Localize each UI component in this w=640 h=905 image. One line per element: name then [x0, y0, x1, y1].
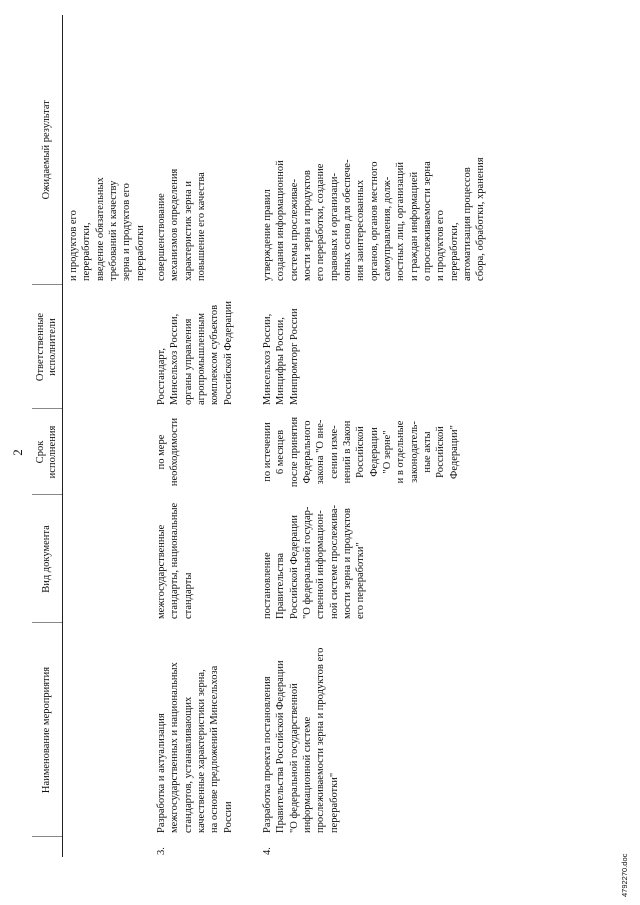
- table-row: [63, 15, 151, 857]
- row-number-cell: [63, 837, 151, 857]
- deadline-line: Федерации: [368, 427, 380, 477]
- executors-line: агропромышленным: [196, 312, 208, 405]
- expected-result-line: самоуправления, долж-: [382, 176, 394, 281]
- deadline-cell: [63, 409, 151, 495]
- document-type-cell: [257, 495, 492, 623]
- expected-result-cell: [257, 15, 492, 285]
- expected-result-cell: [63, 15, 151, 285]
- document-type-line: межгосударственные: [156, 524, 168, 619]
- executors-line: органы управления: [182, 318, 194, 405]
- activity-name-cell: [63, 623, 151, 837]
- expected-result-line: и продуктов его: [435, 210, 447, 281]
- table-header-row: [32, 15, 63, 857]
- header-activity-name: Наименование мероприятия: [32, 623, 63, 837]
- deadline-line: Российской: [355, 426, 367, 478]
- activity-name-line: Правительства Российской Федерации: [275, 660, 287, 833]
- executors-line: Минсельхоз России,: [169, 313, 181, 405]
- header-document-type: Вид документа: [32, 495, 63, 623]
- document-type-cell: [63, 495, 151, 623]
- activity-name-line: России: [222, 801, 234, 833]
- expected-result-line: о прослеживаемости зерна: [422, 161, 433, 281]
- activity-name-line: переработки": [328, 772, 340, 833]
- expected-result-line: повышение его качества: [196, 172, 208, 281]
- expected-result-line: онных основ для обеспече-: [342, 159, 354, 281]
- activity-name-cell: [257, 623, 492, 837]
- expected-result-line: утверждение правил: [262, 189, 274, 281]
- document-type-line: стандарты: [182, 572, 194, 619]
- deadline-cell: [151, 409, 257, 495]
- deadline-line: после принятия: [288, 416, 300, 488]
- action-plan-table: [32, 15, 492, 857]
- executors-line: комплексом субъектов: [209, 304, 221, 405]
- document-type-line: Российской Федерации: [288, 515, 300, 619]
- header-deadline: Срок исполнения: [32, 409, 63, 495]
- activity-name-line: Разработка и актуализация: [156, 713, 168, 833]
- executors-line: Минпромторг России: [288, 308, 300, 405]
- activity-name-line: стандартов, устанавливающих: [182, 696, 194, 833]
- executors-cell: [151, 285, 257, 409]
- activity-name-line: Разработка проекта постановления: [262, 676, 274, 833]
- expected-result-line: правовых и организаци-: [328, 172, 340, 281]
- executors-line: Минцифры России,: [275, 317, 287, 405]
- deadline-line: и в отдельные: [395, 420, 407, 484]
- expected-result-line: создания информационной: [275, 160, 287, 281]
- expected-result-line: и граждан информацией: [408, 171, 420, 281]
- activity-name-cell: [151, 623, 257, 837]
- expected-result-line: органов, органов местного: [368, 161, 380, 281]
- document-code: 4792270.doc: [620, 853, 629, 897]
- executors-line: Минсельхоз России,: [262, 313, 274, 405]
- expected-result-line: переработки,: [81, 222, 93, 281]
- document-type-line: мости зерна и продуктов: [342, 508, 354, 619]
- table-row: [257, 15, 492, 857]
- document-type-line: "О федеральной государ-: [302, 506, 314, 619]
- deadline-cell: [257, 409, 492, 495]
- deadline-line: ные акты: [422, 431, 433, 473]
- header-expected-result: Ожидаемый результат: [32, 15, 63, 285]
- deadline-line: нений в Закон: [342, 420, 354, 484]
- document-type-line: ной системе прослежива-: [328, 504, 340, 619]
- executors-line: Российской Федерации: [222, 301, 234, 405]
- expected-result-line: введение обязательных: [94, 177, 106, 281]
- expected-result-line: и продуктов его: [68, 210, 80, 281]
- deadline-line: законодатель-: [408, 421, 420, 483]
- expected-result-line: совершенствование: [156, 193, 168, 281]
- activity-name-line: информационной системе: [302, 716, 314, 833]
- document-type-line: Правительства: [275, 552, 287, 619]
- document-type-line: стандарты, национальные: [169, 502, 181, 619]
- deadline-line: Российской: [435, 426, 447, 478]
- document-type-line: ственной информацион-: [315, 510, 327, 619]
- expected-result-line: автоматизация процессов: [461, 167, 473, 281]
- deadline-line: сении изме-: [328, 425, 340, 479]
- expected-result-line: характеристик зерна и: [182, 181, 194, 281]
- deadline-line: Федерального: [302, 420, 314, 484]
- deadline-line: по истечении: [262, 422, 274, 482]
- deadline-line: 6 месяцев: [275, 429, 287, 475]
- activity-name-line: межгосударственных и национальных: [169, 662, 181, 833]
- expected-result-line: системы прослеживае-: [288, 179, 300, 281]
- header-executors: Ответственные исполнители: [32, 285, 63, 409]
- expected-result-line: зерна и продуктов его: [121, 183, 133, 281]
- activity-name-line: качественные характеристики зерна,: [196, 669, 208, 833]
- document-type-cell: [151, 495, 257, 623]
- document-type-line: постановление: [262, 552, 274, 619]
- document-type-line: его переработки": [355, 542, 367, 619]
- executors-cell: [257, 285, 492, 409]
- expected-result-line: ностных лиц, организаций: [395, 161, 407, 281]
- expected-result-line: мости зерна и продуктов: [302, 170, 314, 281]
- row-number-cell: 4.: [262, 847, 274, 855]
- deadline-line: закона "О вне-: [315, 419, 327, 485]
- expected-result-line: механизмов определения: [169, 168, 181, 281]
- deadline-line: по мере: [156, 434, 168, 470]
- expected-result-cell: [151, 15, 257, 285]
- expected-result-line: ния заинтересованных: [355, 179, 367, 281]
- activity-name-line: на основе предложений Минсельхоза: [209, 665, 221, 833]
- page-number: 2: [10, 449, 25, 456]
- table-row: [151, 15, 257, 857]
- executors-line: Росстандарт,: [156, 348, 168, 405]
- row-number-cell: 3.: [156, 847, 168, 855]
- header-number: [32, 837, 63, 857]
- expected-result-line: сбора, обработки, хранения: [475, 157, 487, 281]
- activity-name-line: прослеживаемости зерна и продуктов его: [315, 647, 327, 833]
- activity-name-line: "О федеральной государственной: [288, 683, 300, 833]
- expected-result-line: переработки,: [448, 222, 460, 281]
- deadline-line: "О зерне": [382, 430, 394, 474]
- expected-result-line: его переработки, создание: [315, 163, 327, 281]
- deadline-line: Федерации": [448, 425, 460, 479]
- executors-cell: [63, 285, 151, 409]
- expected-result-line: переработки: [134, 225, 146, 281]
- expected-result-line: требований к качеству: [108, 180, 120, 281]
- deadline-line: необходимости: [169, 417, 181, 487]
